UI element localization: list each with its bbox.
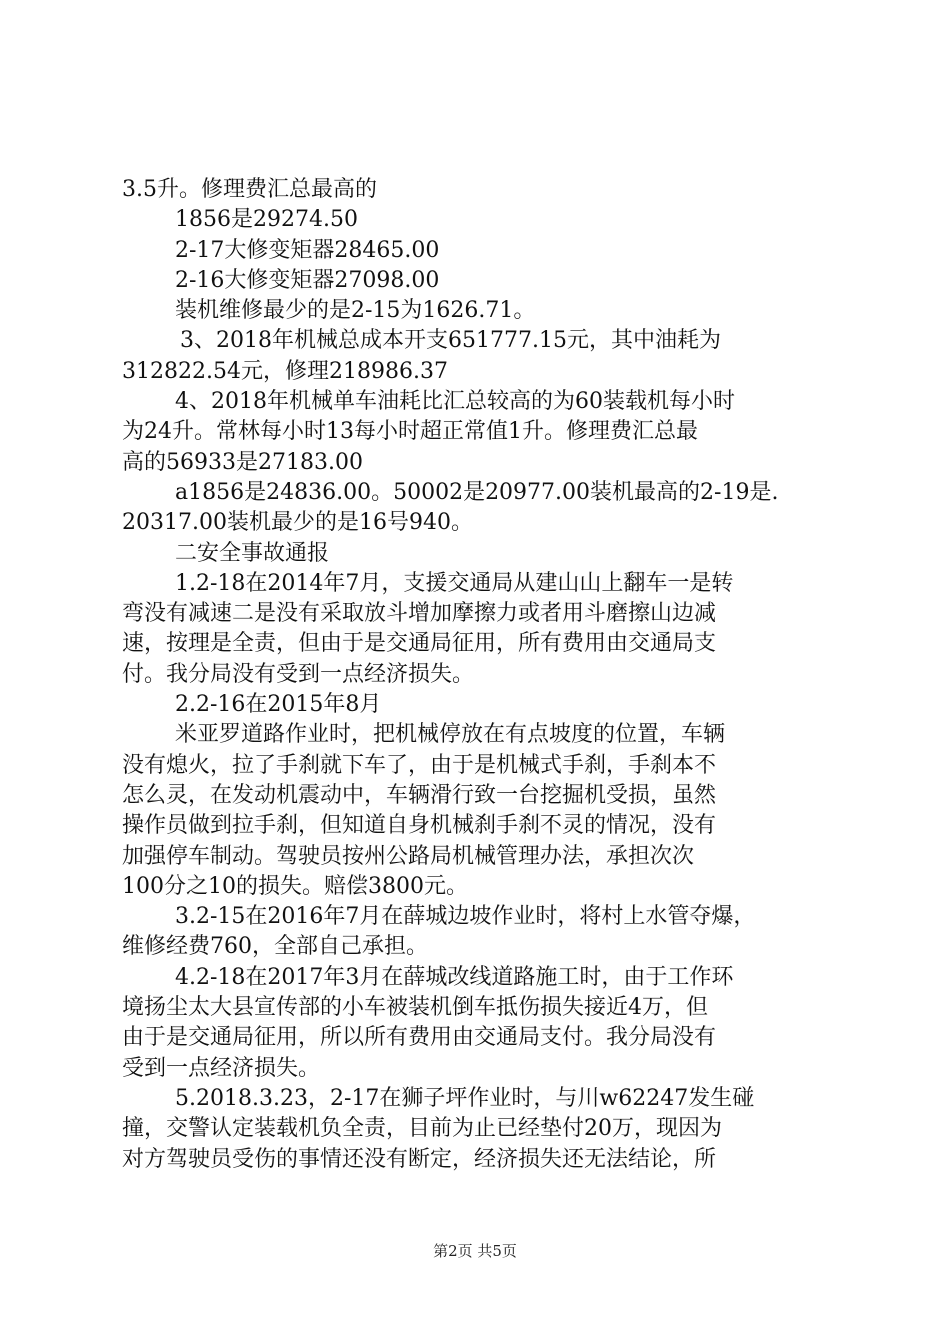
text-line: 操作员做到拉手刹，但知道自身机械刹手刹不灵的情况，没有 (122, 813, 717, 839)
text-line: 3、2018年机械总成本开支651777.15元，其中油耗为 (180, 328, 721, 354)
text-line: 米亚罗道路作业时，把机械停放在有点坡度的位置，车辆 (175, 722, 726, 748)
text-line: 312822.54元，修理218986.37 (122, 358, 448, 384)
text-line: 装机维修最少的是2-15为1626.71。 (175, 298, 536, 324)
text-line: 弯没有减速二是没有采取放斗增加摩擦力或者用斗磨擦山边减 (122, 601, 717, 627)
text-line: 速，按理是全责，但由于是交通局征用，所有费用由交通局支 (122, 631, 717, 657)
text-line: 付。我分局没有受到一点经济损失。 (122, 661, 475, 687)
text-line: 20317.00装机最少的是16号940。 (122, 510, 473, 536)
text-line: 境扬尘太大县宣传部的小车被装机倒车抵伤损失接近4万，但 (122, 995, 708, 1021)
text-line: 4.2-18在2017年3月在薛城改线道路施工时，由于工作环 (175, 964, 734, 990)
text-line: 1.2-18在2014年7月，支援交通局从建山山上翻车一是转 (175, 570, 734, 596)
text-line: 二安全事故通报 (175, 540, 330, 566)
text-line: 对方驾驶员受伤的事情还没有断定，经济损失还无法结论，所 (122, 1146, 717, 1172)
text-line: 5.2018.3.23，2-17在狮子坪作业时，与川w62247发生碰 (175, 1085, 755, 1111)
text-line: 3.5升。修理费汇总最高的 (122, 177, 377, 202)
text-line: a1856是24836.00。50002是20977.00装机最高的2-19是. (175, 479, 779, 505)
text-line: 100分之10的损失。赔偿3800元。 (122, 873, 468, 899)
text-line: 没有熄火，拉了手刹就下车了，由于是机械式手刹，手刹本不 (122, 752, 717, 778)
page-footer: 第2页 共5页 (433, 1242, 517, 1260)
text-line: 加强停车制动。驾驶员按州公路局机械管理办法，承担次次 (122, 843, 695, 869)
text-line: 受到一点经济损失。 (122, 1055, 321, 1081)
text-line: 为24升。常林每小时13每小时超正常值1升。修理费汇总最 (122, 419, 698, 445)
text-line: 4、2018年机械单车油耗比汇总较高的为60装载机每小时 (175, 389, 735, 415)
text-line: 1856是29274.50 (175, 207, 358, 233)
text-line: 高的56933是27183.00 (122, 449, 363, 475)
text-line: 2.2-16在2015年8月 (175, 692, 382, 718)
text-line: 2-17大修变矩器28465.00 (175, 237, 440, 263)
text-line: 2-16大修变矩器27098.00 (175, 267, 440, 293)
text-line: 维修经费760，全部自己承担。 (122, 934, 428, 960)
text-line: 怎么灵，在发动机震动中，车辆滑行致一台挖掘机受损，虽然 (122, 782, 717, 808)
text-line: 撞，交警认定装载机负全责，目前为止已经垫付20万，现因为 (122, 1116, 722, 1142)
document-body (122, 175, 834, 1175)
text-line: 3.2-15在2016年7月在薛城边坡作业时，将村上水管夺爆， (175, 904, 756, 930)
text-line: 由于是交通局征用，所以所有费用由交通局支付。我分局没有 (122, 1025, 717, 1051)
